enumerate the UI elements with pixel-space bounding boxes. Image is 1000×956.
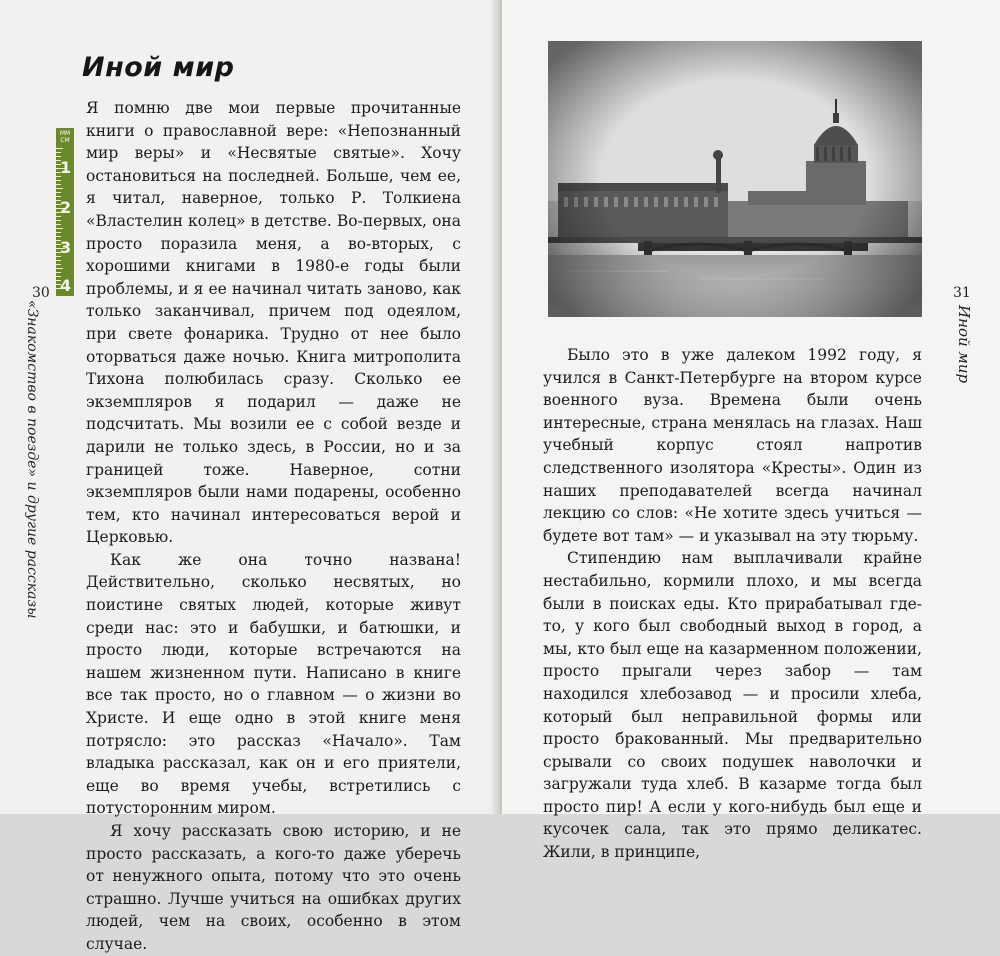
ruler-mark-3: 3 [60,238,72,257]
running-head-right-text: Иной мир [955,305,973,384]
ruler-mark-4: 4 [60,276,72,295]
paragraph: Стипендию нам выплачивали крайне нестабильно, кормили плохо, и мы всегда были в поисках еды. Кто прирабатывал где-то, у кого был свободный выход в город, а мы, кто был еще на казарменном положении, просто прыгали через забор — там находился хлебозавод — и просили хлеба, который был неправильной формы или просто бракованный. Мы предварительно срывали со своих подушек наволочки и загружали туда хлеб. В казарме тогда был просто пир! А если у кого-нибудь был еще и кусочек сала, так это прямо деликатес. Жили, в принципе, [543,549,922,862]
st-petersburg-photo [548,41,922,317]
paragraph: Я хочу рассказать свою историю, и не просто рассказать, а кого-то даже уберечь от ненужного опыта, потому что это очень страшно. Лучше учиться на ошибках других людей, чем на своих, особенно в этом случае. [86,822,461,953]
running-head-right [955,305,975,385]
chapter-heading: Иной мир [82,52,235,83]
cityscape-illustration [548,41,922,317]
ruler-mark-2: 2 [60,198,72,217]
left-page [0,0,498,953]
left-body-text [86,97,461,956]
ruler-sticker [56,128,74,296]
paragraph: Было это в уже далеком 1992 году, я учился в Санкт-Петербурге на втором курсе военного вуза. Времена были очень интересные, страна менялась на глазах. Наш учебный корпус стоял напротив следственного изолятора «Кресты». Один из наших преподавателей всегда начинал лекцию со слов: «Не хотите здесь учиться — будете вот там» — и указывал на эту тюрьму. [543,346,922,545]
page-number-left: 30 [32,285,50,301]
paragraph: Как же она точно названа! Действительно, сколько несвятых, но поистине святых людей, которые живут среди нас: это и бабушки, и батюшки, и просто люди, которые встречаются на нашем жизненном пути. Написано в книге все так просто, но о главном — о жизни во Христе. И еще одно в этой книге меня потрясло: это рассказ «Начало». Там владыка рассказал, как он и его приятели, еще во время учебы, встретились с потусторонним миром. [86,550,461,818]
ruler-unit-label: ММ СМ [59,130,71,144]
running-head-left [22,300,42,619]
ruler-mark-1: 1 [60,158,72,177]
right-body-text [543,344,922,864]
running-head-left-text: «Знакомство в поезде» и другие рассказы [24,300,40,619]
paragraph: Я помню две мои первые прочитанные книги о православной вере: «Непознанный мир веры» и «Несвятые святые». Хочу остановиться на последней. Больше, чем ее, я читал, наверное, только Р. Толкиена «Властелин колец» в детстве. Во-первых, она просто поразила меня, а во-вторых, с хорошими книгами в 1980-е годы были проблемы, и я ее начинал читать заново, как только заканчивал, причем под одеялом, при свете фонарика. Трудно от нее было оторваться даже ночью. Книга митрополита Тихона полюбилась сразу. Сколько ее экземпляров я подарил — даже не подсчитать. Мы возили ее с собой везде и дарили не только здесь, в России, но и за границей тоже. Наверное, сотни экземпляров были нами подарены, особенно тем, кто начинал интересоваться верой и Церковью. [86,99,461,547]
page-number-right: 31 [953,285,971,301]
